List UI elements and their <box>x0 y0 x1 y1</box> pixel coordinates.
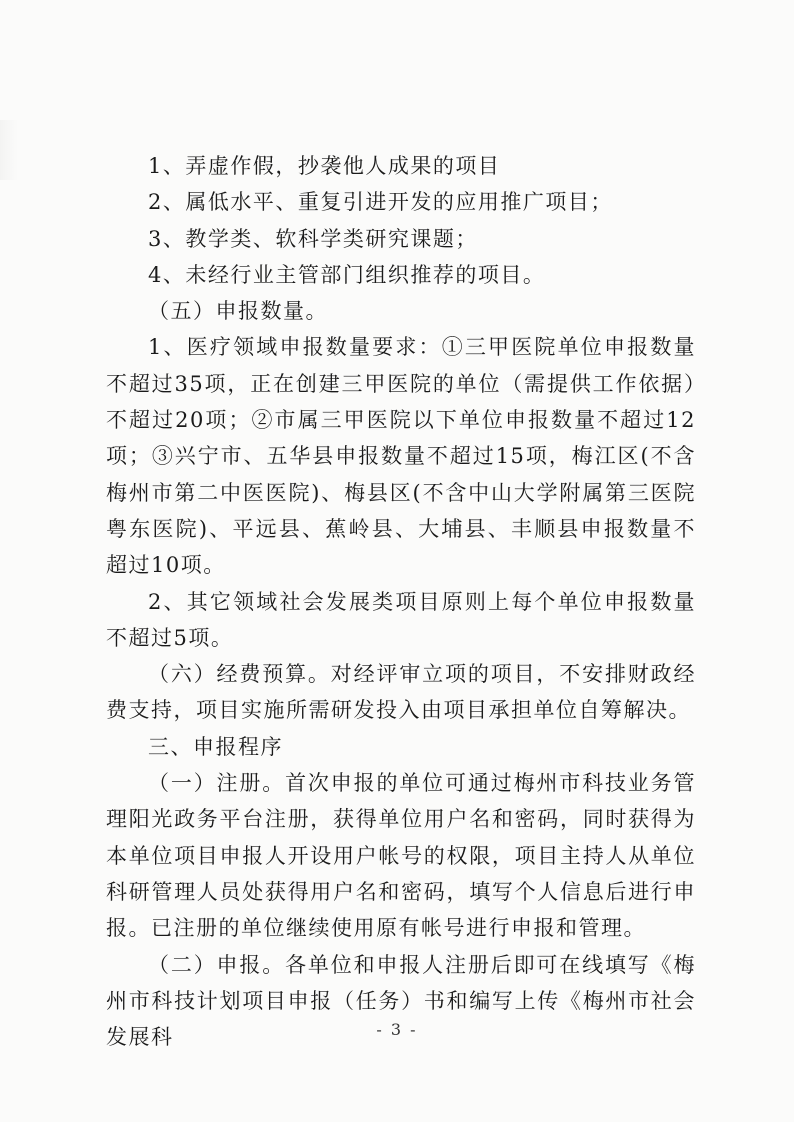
paragraph-item-1: 1、弄虚作假，抄袭他人成果的项目 <box>148 154 501 178</box>
paragraph-other-quota: 2、其它领域社会发展类项目原则上每个单位申报数量不超过5项。 <box>106 589 696 650</box>
paragraph-budget: （六）经费预算。对经评审立项的项目，不安排财政经费支持，项目实施所需研发投入由项目承担单位自筹解决。 <box>106 662 696 723</box>
paragraph-application: （二）申报。各单位和申报人注册后即可在线填写《梅州市科技计划项目申报（任务）书和编写上传《梅州市社会发展科 <box>106 952 696 1050</box>
section-heading-procedure: 三、申报程序 <box>148 734 283 759</box>
paragraph-item-3: 3、教学类、软科学类研究课题； <box>148 226 478 251</box>
paragraph-medical-quota: 1、医疗领域申报数量要求：①三甲医院单位申报数量不超过35项，正在创建三甲医院的单位（需提供工作依据）不超过20项；②市属三甲医院以下单位申报数量不超过12项；③兴宁市、五华县申报数量不超过15项，梅江区(不含梅州市第二中医医院)、梅县区(不含中山大学附属第三医院粤东医院)、平远县、蕉岭县、大埔县、丰顺县申报数量不超过10项。 <box>106 335 696 578</box>
paragraph-registration: （一）注册。首次申报的单位可通过梅州市科技业务管理阳光政务平台注册，获得单位用户名和密码，同时获得为本单位项目申报人开设用户帐号的权限，项目主持人从单位科研管理人员处获得用户名和密码，填写个人信息后进行申报。已注册的单位继续使用原有帐号进行申报和管理。 <box>106 771 696 941</box>
scan-edge-shadow <box>0 120 18 180</box>
section-heading-quantity: （五）申报数量。 <box>148 299 328 324</box>
paragraph-item-2: 2、属低水平、重复引进开发的应用推广项目； <box>148 190 613 215</box>
page-number: - 3 - <box>376 1020 418 1039</box>
document-body <box>106 148 696 1055</box>
paragraph-item-4: 4、未经行业主管部门组织推荐的项目。 <box>148 262 546 287</box>
